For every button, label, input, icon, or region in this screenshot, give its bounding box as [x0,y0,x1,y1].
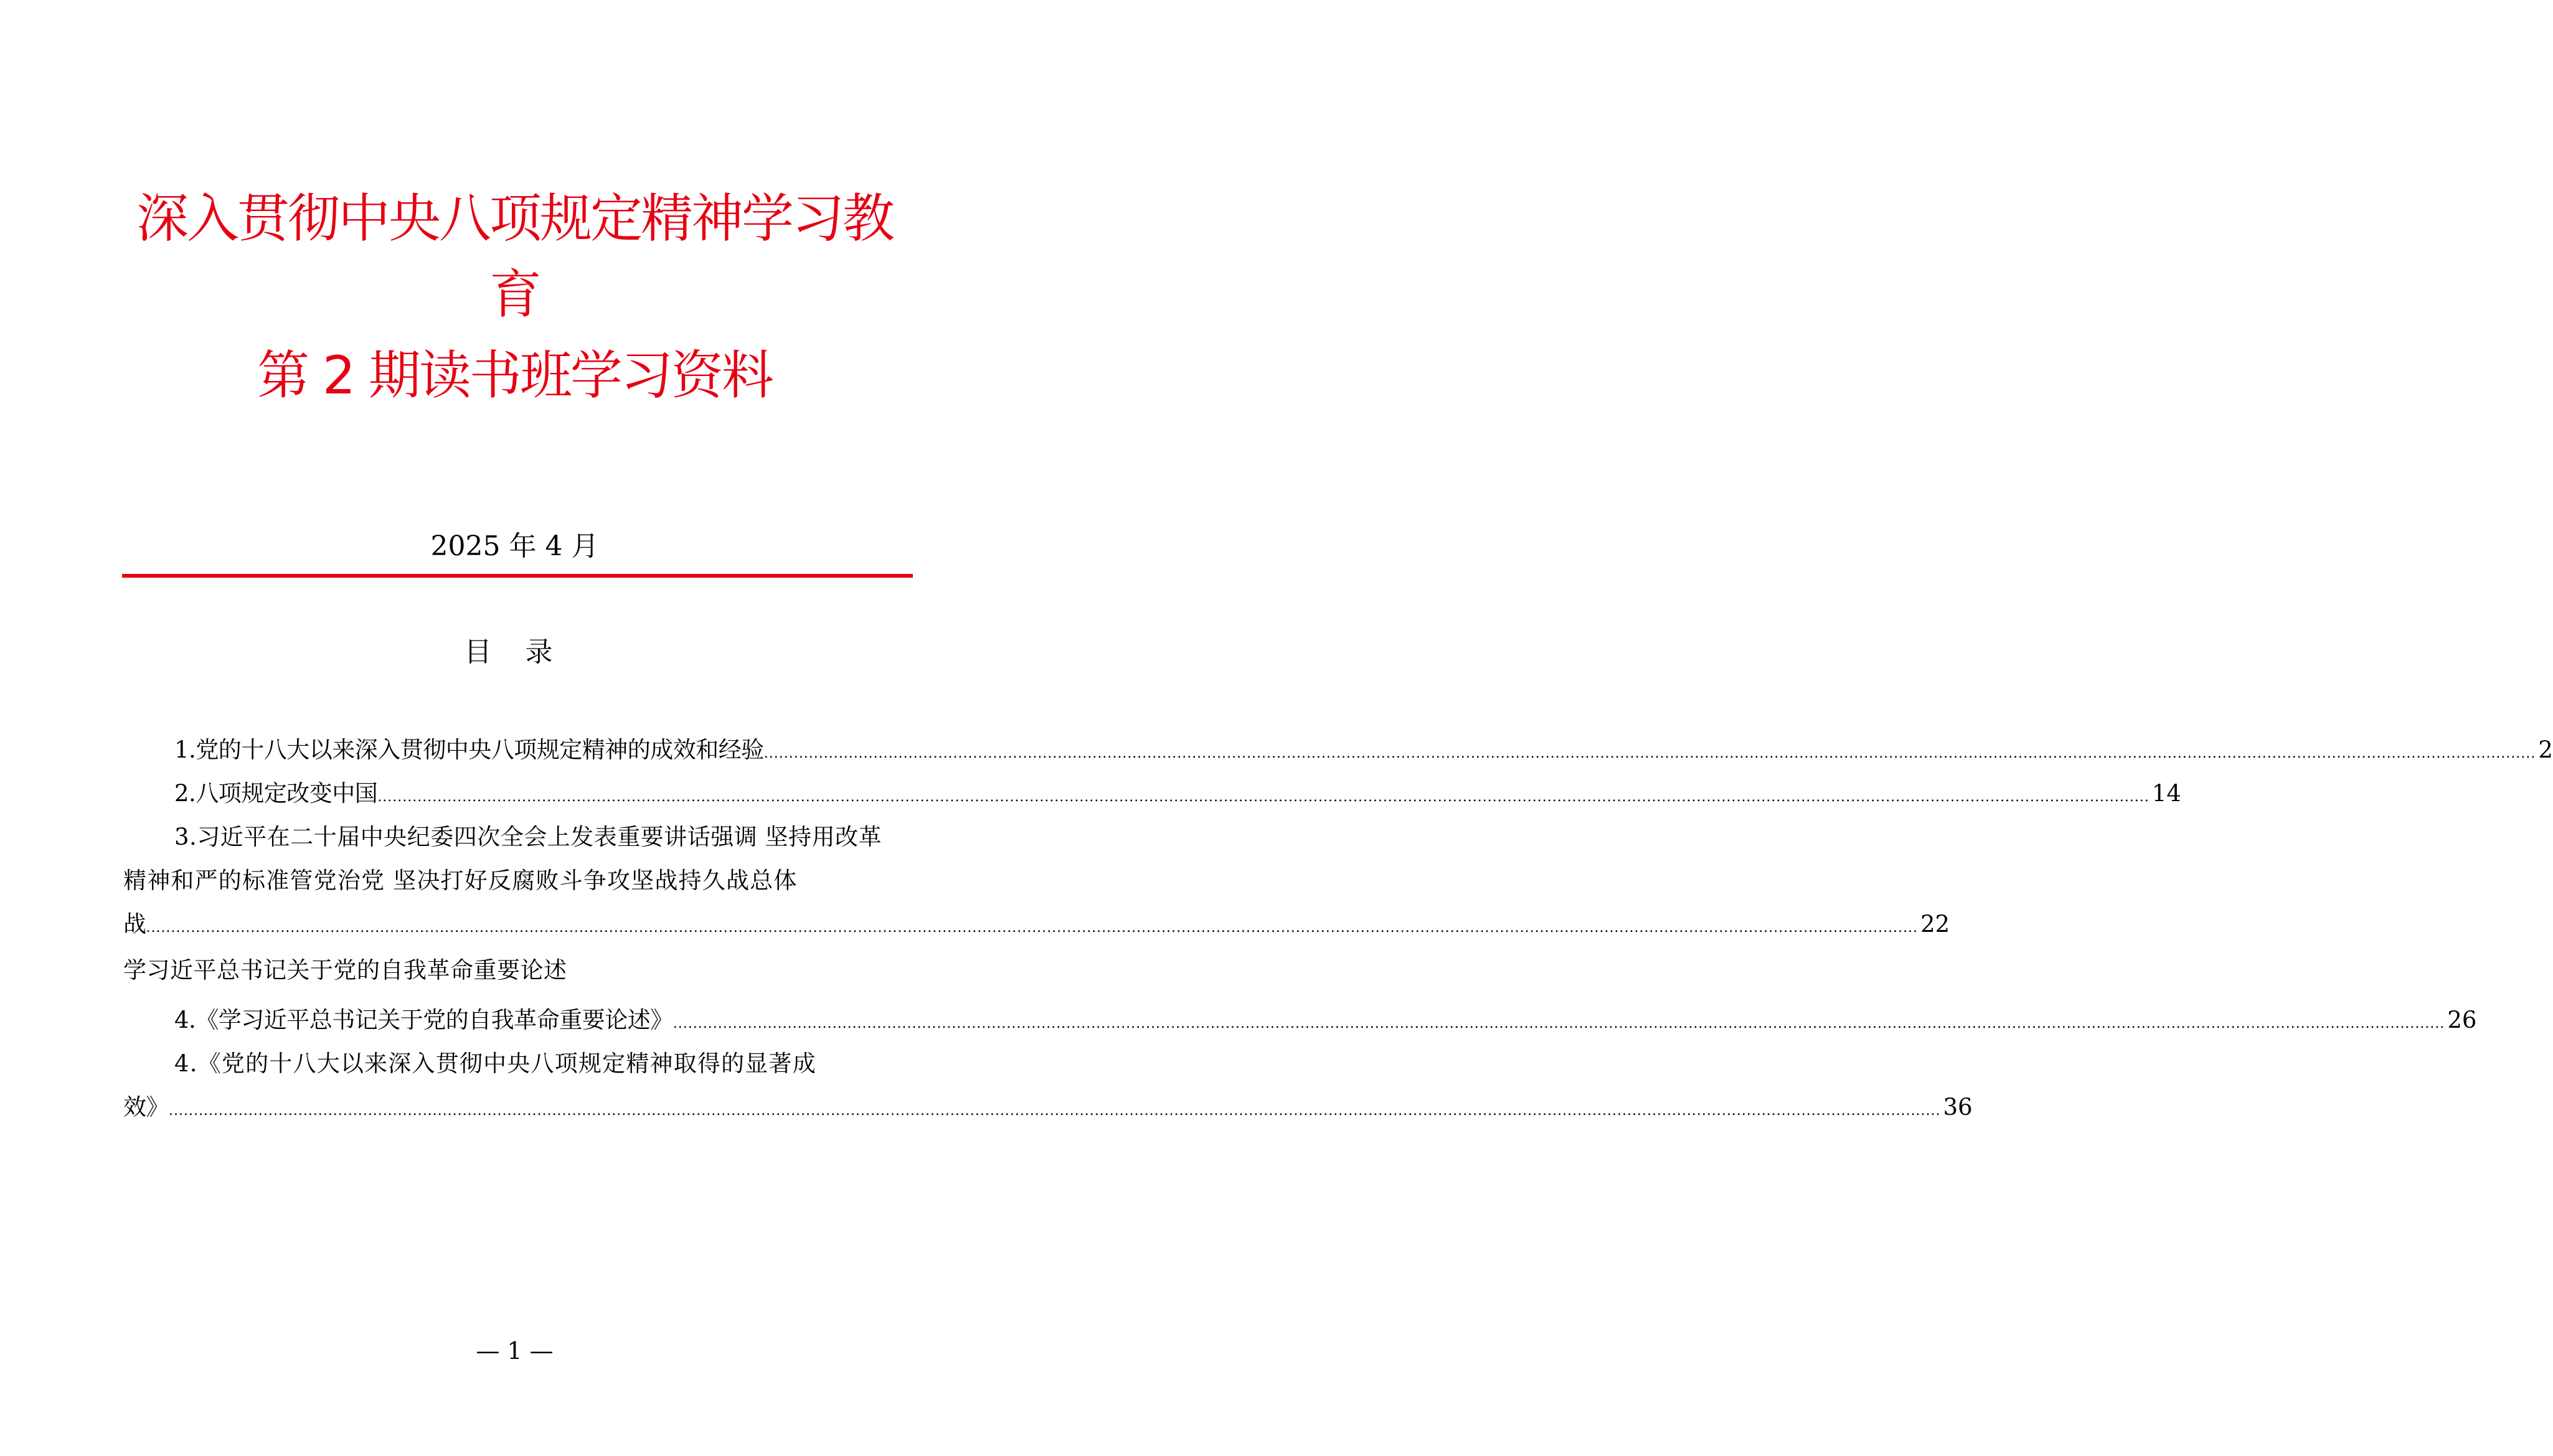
toc-item-3-title-line-3: 战 [123,911,146,937]
toc-item-1-page: 2 [2538,736,2553,763]
publication-date: 2025 年 4 月 [430,530,599,562]
toc-item-3-title-line-1: 习近平在二十届中央纪委四次全会上发表重要讲话强调 坚持用改革 [197,824,882,850]
toc-item-1-number: 1. [174,736,196,763]
toc-item-1[interactable] [123,728,2553,772]
title-line-1: 深入贯彻中央八项规定精神学习教 [136,188,893,249]
toc-leader-dots [169,1089,1941,1133]
toc-item-2-title: 八项规定改变中国 [196,780,378,807]
toc-item-3[interactable] [123,815,1950,946]
toc-leader-dots [377,776,2150,819]
toc-item-5-title-line-1: 《党的十八大以来深入贯彻中央八项规定精神取得的显著成 [197,1050,816,1077]
toc-item-3-page: 22 [1920,911,1950,937]
toc-item-4-number: 4. [174,1007,196,1033]
toc-section-heading: 学习近平总书记关于党的自我革命重要论述 [123,957,567,984]
toc-item-3-title-line-2: 精神和严的标准管党治党 坚决打好反腐败斗争攻坚战持久战总体 [123,867,798,894]
toc-item-2[interactable] [123,772,2181,815]
toc-item-4[interactable] [123,998,2477,1042]
page-number: — 1 — [476,1337,554,1364]
toc-item-5[interactable] [123,1042,1973,1129]
toc-item-2-number: 2. [174,780,196,807]
toc-item-5-number: 4. [174,1050,198,1077]
toc-heading: 目 录 [464,636,565,668]
toc-leader-dots [673,1002,2445,1046]
toc-item-3-number: 3. [174,824,197,850]
toc-item-5-page: 36 [1943,1094,1973,1120]
toc-leader-dots [764,732,2536,776]
toc-item-4-page: 26 [2447,1007,2477,1033]
document-title [93,181,936,413]
toc-item-2-page: 14 [2151,780,2181,807]
toc-item-4-title: 《学习近平总书记关于党的自我革命重要论述》 [196,1007,673,1033]
toc-leader-dots [146,906,1918,950]
table-of-contents [123,728,2553,1129]
toc-item-1-title: 党的十八大以来深入贯彻中央八项规定精神的成效和经验 [196,736,764,763]
red-divider [122,574,913,578]
title-line-3: 第 2 期读书班学习资料 [257,345,772,406]
toc-item-5-title-line-2: 效》 [123,1094,169,1120]
title-line-2: 育 [489,264,540,325]
